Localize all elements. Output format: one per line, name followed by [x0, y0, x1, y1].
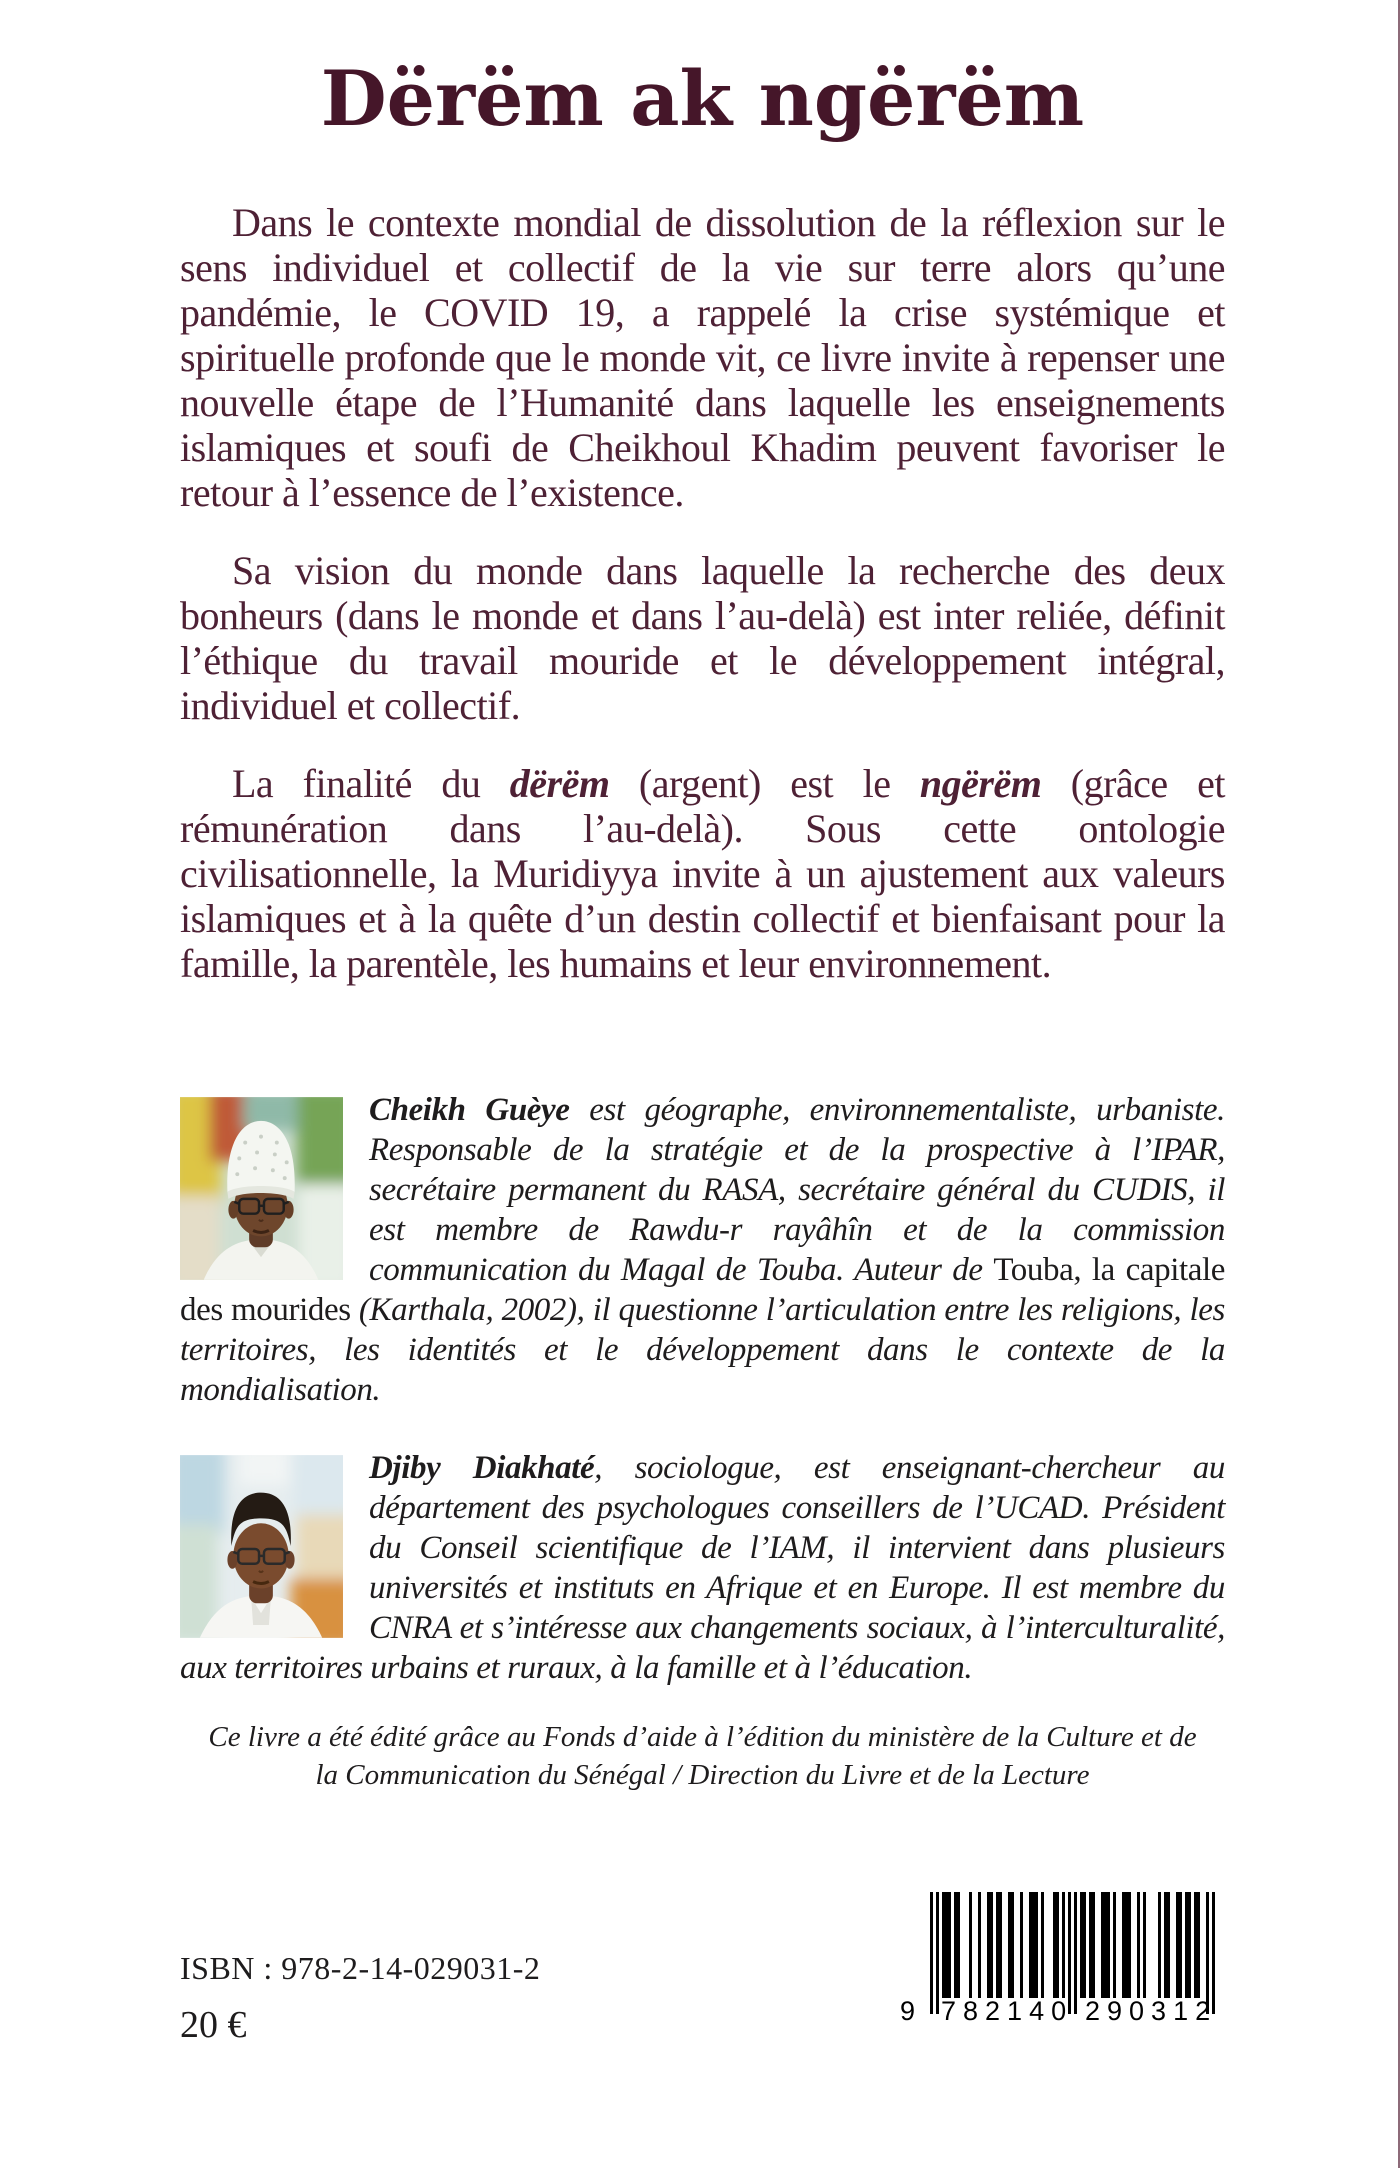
barcode-digit-group: 290312 — [1085, 1996, 1218, 2026]
term-derem: dërëm — [509, 760, 610, 806]
author-photo-cheikh-gueye — [180, 1096, 343, 1281]
portrait-man-with-glasses-illustration — [180, 1454, 343, 1639]
portrait-man-with-kufi-hat-illustration — [180, 1096, 343, 1281]
paragraph-2: Sa vision du monde dans laquelle la recherche des deux bonheurs (dans le monde et dans l’au-delà) est inter reliée, définit l’éthique du travail mouride et le développement intégral, individuel et collectif. — [180, 547, 1225, 728]
funding-note: Ce livre a été édité grâce au Fonds d’aide à l’édition du ministère de la Culture et de la Communication du Sénégal / Direction du Livre et de la Lecture — [208, 1720, 1197, 1791]
barcode-digit-group: 782140 — [941, 1996, 1074, 2026]
isbn: ISBN : 978-2-14-029031-2 — [180, 1950, 541, 1986]
barcode-digits — [900, 1996, 1220, 2036]
bio-segment: est géographe, environnementaliste, urbaniste. Responsable de la stratégie et de la prospective à l’IPAR, secrétaire permanent du RASA, secrétaire général du CUDIS, il est membre de Rawdu-r rayâhîn et de la commission communication du Magal de Touba. Auteur de — [369, 1091, 1225, 1288]
paragraph-3-text: (grâce et rémunération dans l’au-delà). Sous cette ontologie civilisationnelle, la Muridiyya invite à un ajustement aux valeurs islamiques et à la quête d’un destin collectif et bienfaisant pour la famille, la parentèle, les humains et leur environnement. — [180, 760, 1225, 986]
paragraph-1: Dans le contexte mondial de dissolution de la réflexion sur le sens individuel et collectif de la vie sur terre alors qu’une pandémie, le COVID 19, a rappelé la crise systémique et spirituelle profonde que le monde vit, ce livre invite à repenser une nouvelle étape de l’Humanité dans laquelle les enseignements islamiques et soufi de Cheikhoul Khadim peuvent favoriser le retour à l’essence de l’existence. — [180, 199, 1225, 515]
author-photo-djiby-diakhate — [180, 1454, 343, 1639]
paragraph-3-text: (argent) est le — [609, 760, 920, 806]
author-name: Djiby Diakhaté — [369, 1449, 595, 1486]
author-name: Cheikh Guèye — [369, 1091, 570, 1128]
price: 20 € — [180, 2004, 247, 2046]
barcode — [900, 1892, 1220, 2037]
cited-book-title: Touba, la capitale des mourides — [180, 1251, 1225, 1328]
bio-segment: (Karthala, 2002), il questionne l’articulation entre les religions, les territoires, les identités et le développement dans le contexte de la mondialisation. — [180, 1291, 1225, 1408]
author-bio-djiby-diakhate — [180, 1448, 1225, 1688]
author-bio-cheikh-gueye — [180, 1090, 1225, 1410]
barcode-digit-group: 9 — [900, 1996, 916, 2026]
paragraph-3-text: La finalité du — [232, 760, 510, 806]
term-ngerem: ngërëm — [919, 760, 1042, 806]
bio-segment: , sociologue, est enseignant-chercheur au département des psychologues conseillers de l’UCAD. Président du Conseil scientifique de l’IAM, il intervient dans plusieurs universités et instituts en Afrique et en Europe. Il est membre du CNRA et s’intéresse aux changements sociaux, à l’interculturalité, aux territoires urbains et ruraux, à la famille et à l’éducation. — [180, 1449, 1225, 1686]
book-title: Dërëm ak ngërëm — [320, 54, 1085, 143]
isbn-price-block — [180, 1950, 540, 2047]
paragraph-3 — [180, 761, 1225, 986]
